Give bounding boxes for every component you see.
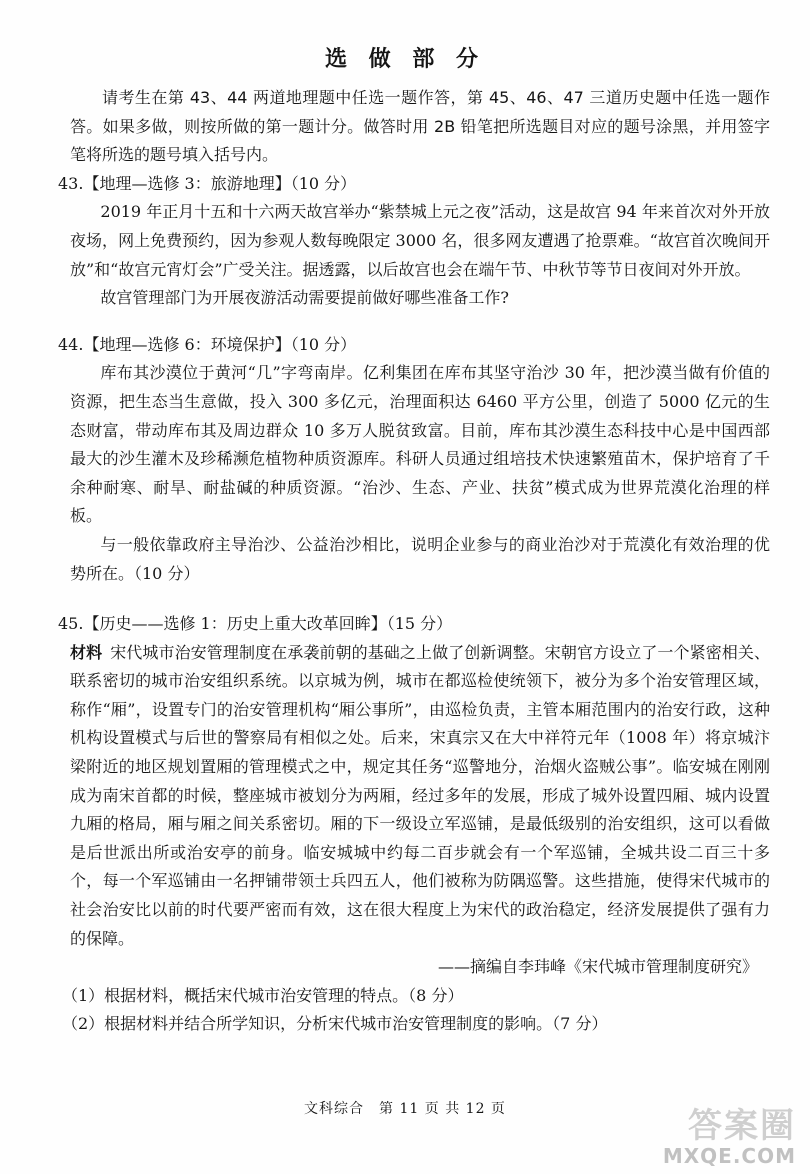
instructions-paragraph: 请考生在第 43、44 两道地理题中任选一题作答，第 45、46、47 三道历史题中任选一题作答。如果多做，则按所做的第一题计分。做答时用 2B 铅笔把所选题目对应的题号涂黑，并用签字笔将所选的题号填入括号内。 xyxy=(70,88,770,165)
q43-heading: 43.【地理—选修 3：旅游地理】（10 分） xyxy=(58,173,357,193)
page-footer: 文科综合 第 11 页 共 12 页 xyxy=(304,1101,506,1117)
q44-question: 与一般依靠政府主导治沙、公益治沙相比，说明企业参与的商业治沙对于荒漠化有效治理的优势所在。（10 分） xyxy=(70,534,770,583)
watermark-logo: 答案圈 xyxy=(688,1106,796,1146)
watermark xyxy=(650,1098,800,1168)
material-label: 材料 xyxy=(70,642,103,662)
section-title: 选 做 部 分 xyxy=(325,47,485,72)
spacer xyxy=(70,588,770,610)
q45-material xyxy=(70,639,770,954)
q43-question: 故宫管理部门为开展夜游活动需要提前做好哪些准备工作? xyxy=(100,288,509,308)
q45-subquestion-2: （2）根据材料并结合所学知识，分析宋代城市治安管理制度的影响。（7 分） xyxy=(62,1014,608,1034)
q44-heading: 44.【地理—选修 6：环境保护】（10 分） xyxy=(58,334,357,354)
q45-heading: 45.【历史——选修 1：历史上重大改革回眸】（15 分） xyxy=(58,614,453,634)
material-text: 宋代城市治安管理制度在承袭前朝的基础之上做了创新调整。宋朝官方设立了一个紧密相关、联系密切的城市治安组织系统。以京城为例，城市在都巡检使统领下，被分为多个治安管理区域，称作“厢”，设置专门的治安管理机构“厢公事所”，由巡检负责，主管本厢范围内的治安行政，这种机构设置模式与后世的警察局有相似之处。后来，宋真宗又在大中祥符元年（1008 年）将京城汴梁附近的地区规划置厢的管理模式之中，规定其任务“巡警地分，治烟火盗贼公事”。临安城在刚刚成为南宋首都的时候，整座城市被划分为两厢，经过多年的发展，形成了城外设置四厢、城内设置九厢的格局，厢与厢之间关系密切。厢的下一级设立军巡铺，是最低级别的治安组织，这可以看做是后世派出所或治安亭的前身。临安城城中约每二百步就会有一个军巡铺，全城共设二百三十多个，每一个军巡铺由一名押铺带领士兵四五人，他们被称为防隅巡警。这些措施，使得宋代城市的社会治安比以前的时代要严密而有效，这在很大程度上为宋代的政治稳定，经济发展提供了强有力的保障。 xyxy=(70,642,770,948)
watermark-url: MXQE.COM xyxy=(662,1144,796,1168)
q44-passage: 库布其沙漠位于黄河“几”字弯南岸。亿利集团在库布其坚守治沙 30 年，把沙漠当做有价值的资源，把生态当生意做，投入 300 多亿元，治理面积达 6460 平方公里，创造了 5000 亿元的生态财富，带动库布其及周边群众 10 多万人脱贫致富。目前，库布其沙漠生态科技中心是中国西部最大的沙生灌木及珍稀濒危植物种质资源库。科研人员通过组培技术快速繁殖苗木，保护培育了千余种耐寒、耐旱、耐盐碱的种质资源。“治沙、生态、产业、扶贫”模式成为世界荒漠化治理的样板。 xyxy=(70,363,770,526)
page-content xyxy=(58,84,770,1039)
spacer xyxy=(70,313,770,331)
q45-subquestion-1: （1）根据材料，概括宋代城市治安管理的特点。（8 分） xyxy=(62,985,464,1005)
q43-passage: 2019 年正月十五和十六两天故宫举办“紫禁城上元之夜”活动，这是故宫 94 年来首次对外开放夜场，网上免费预约，因为参观人数每晚限定 3000 名，很多网友遭遇了抢票难。“故宫首次晚间开放”和“故宫元宵灯会”广受关注。据透露，以后故宫也会在端午节、中秋节等节日夜间对外开放。 xyxy=(70,202,770,279)
material-source: ——摘编自李玮峰《宋代城市管理制度研究》 xyxy=(437,957,758,977)
